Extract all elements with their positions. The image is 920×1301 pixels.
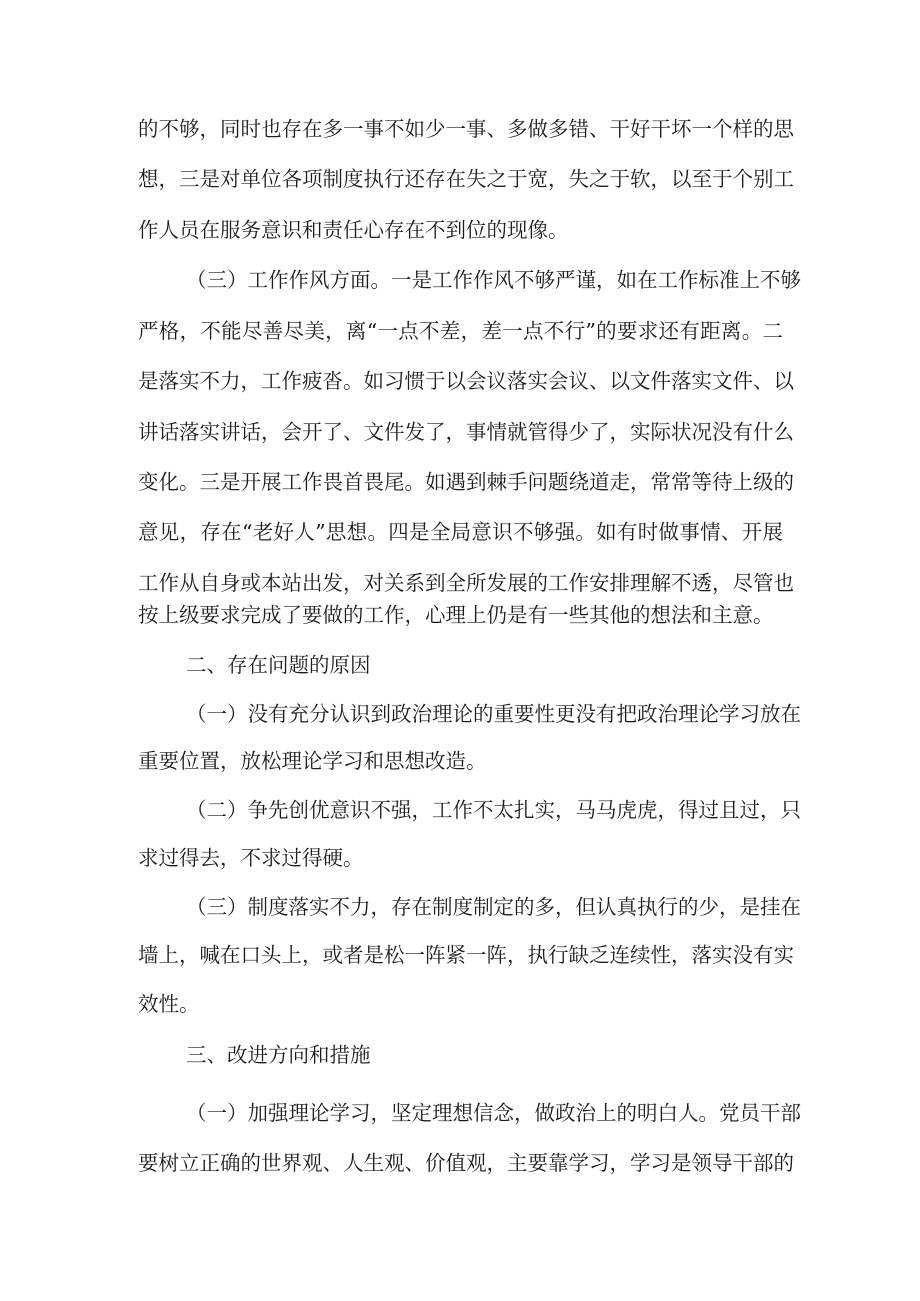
text-line: 是落实不力，工作疲沓。如习惯于以会议落实会议、以文件落实文件、以 — [138, 369, 794, 393]
text-line: （二）争先创优意识不强，工作不太扎实，马马虎虎，得过且过，只 — [186, 798, 801, 822]
text-line: 作人员在服务意识和责任心存在不到位的现像。 — [138, 218, 569, 242]
section-heading: 二、存在问题的原因 — [186, 653, 371, 677]
section-heading: 三、改进方向和措施 — [186, 1043, 371, 1067]
text-line: 想，三是对单位各项制度执行还存在失之于宽，失之于软，以至于个别工 — [138, 167, 794, 191]
text-line: 变化。三是开展工作畏首畏尾。如遇到棘手问题绕道走，常常等待上级的 — [138, 470, 794, 494]
text-line: 的不够，同时也存在多一事不如少一事、多做多错、干好干坏一个样的思 — [138, 117, 794, 141]
text-line: 按上级要求完成了要做的工作，心理上仍是有一些其他的想法和主意。 — [138, 603, 774, 627]
text-line: （一）加强理论学习，坚定理想信念，做政治上的明白人。党员干部 — [186, 1101, 801, 1125]
text-line: （三）制度落实不力，存在制度制定的多，但认真执行的少，是挂在 — [186, 895, 801, 919]
text-line: 求过得去，不求过得硬。 — [138, 846, 364, 870]
text-line: 意见，存在“老好人”思想。四是全局意识不够强。如有时做事情、开展 — [138, 520, 783, 544]
text-line: （一）没有充分认识到政治理论的重要性更没有把政治理论学习放在 — [186, 702, 801, 726]
text-line: 严格，不能尽善尽美，离“一点不差，差一点不行”的要求还有距离。二 — [138, 319, 783, 343]
text-line: 效性。 — [138, 992, 200, 1016]
text-line: 重要位置，放松理论学习和思想改造。 — [138, 749, 487, 773]
text-line: 工作从自身或本站出发，对关系到全所发展的工作安排理解不透，尽管也 — [138, 571, 794, 595]
text-line: 讲话落实讲话，会开了、文件发了，事情就管得少了，实际状况没有什么 — [138, 420, 794, 444]
text-line: 墙上，喊在口头上，或者是松一阵紧一阵，执行缺乏连续性，落实没有实 — [138, 943, 794, 967]
text-line: （三）工作作风方面。一是工作作风不够严谨，如在工作标准上不够 — [186, 268, 801, 292]
text-line: 要树立正确的世界观、人生观、价值观，主要靠学习，学习是领导干部的 — [138, 1151, 794, 1175]
